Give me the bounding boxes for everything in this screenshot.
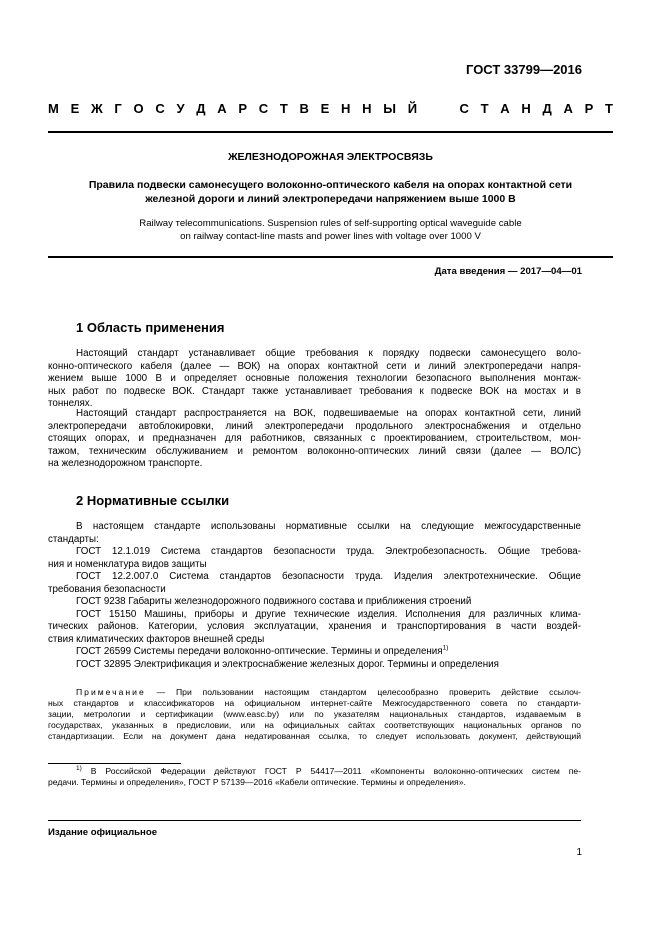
heading-letter: Т bbox=[480, 101, 489, 116]
footnote-mark: 1) bbox=[442, 644, 449, 652]
heading-letter: О bbox=[133, 101, 144, 116]
reference-item bbox=[48, 659, 581, 672]
heading-letter: Н bbox=[341, 101, 351, 116]
text-line: тических районов. Категории, условия эксплуатации, хранения и транспортирования в части воздей- bbox=[48, 621, 581, 632]
text-line: ГОСТ 9238 Габариты железнодорожного подвижного состава и приближения строений bbox=[76, 596, 472, 607]
footnote-mark: 1) bbox=[76, 765, 82, 773]
subtitle-line: Правила подвески самонесущего волоконно-оптического кабеля на опорах контактной сети bbox=[88, 179, 573, 191]
heading-letter: Р bbox=[238, 101, 248, 116]
text-line: Настоящий стандарт распространяется на ВОК, подвешиваемые на опорах контактной сети, линий bbox=[76, 408, 581, 419]
heading-letter: А bbox=[500, 101, 510, 116]
document-subtitle bbox=[60, 178, 601, 206]
note-line: стандартизации. Если на документ дана недатированная ссылка, то следует использовать документ, действующий bbox=[48, 731, 581, 741]
note-text: При пользовании настоящим стандартом целесообразно проверить действие ссылоч- bbox=[175, 687, 581, 697]
section-heading-scope: 1 Область применения bbox=[76, 320, 225, 335]
english-title bbox=[60, 218, 601, 243]
note-dash: — bbox=[145, 687, 176, 697]
title-rule bbox=[48, 256, 613, 258]
heading-letter: С bbox=[155, 101, 165, 116]
header-rule bbox=[48, 131, 613, 133]
reference-item bbox=[48, 571, 581, 596]
document-title: ЖЕЛЕЗНОДОРОЖНАЯ ЭЛЕКТРОСВЯЗЬ bbox=[228, 151, 433, 163]
text-line: тоннелях. bbox=[48, 398, 93, 406]
footnote-text: В Российской Федерации действуют ГОСТ Р 54417—2011 «Компоненты волоконно-оптических систем пе- bbox=[81, 766, 581, 776]
page-number: 1 bbox=[576, 847, 582, 858]
introduction-date: Дата введения — 2017—04—01 bbox=[434, 266, 582, 277]
note-block bbox=[48, 687, 581, 742]
text-line: на железнодорожном транспорте. bbox=[48, 458, 203, 469]
note-line: ных стандартов и классификаторов на официальном интернет-сайте Межгосударственного совета по стандарти- bbox=[48, 698, 581, 708]
text-line: ния и номенклатура видов защиты bbox=[48, 558, 207, 570]
reference-item bbox=[48, 596, 581, 609]
heading-letter bbox=[429, 101, 433, 116]
heading-letter: С bbox=[258, 101, 269, 116]
scope-paragraph-1 bbox=[48, 348, 581, 406]
note-line: государствах, указанных в предисловии, или на официальных сайтах соответствующих национальных органов по bbox=[48, 720, 581, 730]
footnote-line: редачи. Термины и определения», ГОСТ Р 57139—2016 «Кабели оптические. Термины и определения». bbox=[48, 777, 466, 787]
note-line: зации, метрологии и сертификации (www.easc.by) или по указателям национальных стандартов, издаваемым в bbox=[48, 709, 581, 719]
heading-letter bbox=[444, 101, 448, 116]
heading-letter: Т bbox=[604, 101, 613, 116]
scope-paragraph-2 bbox=[48, 408, 581, 471]
text-line bbox=[48, 646, 581, 659]
heading-letter: Г bbox=[114, 101, 122, 116]
text-line: стоящих опорах, и предназначен для работников, связанных с проектированием, строительством, мон- bbox=[48, 433, 581, 444]
reference-item bbox=[48, 646, 581, 659]
gost-code: ГОСТ 33799—2016 bbox=[466, 62, 582, 77]
heading-letter: А bbox=[217, 101, 227, 116]
edition-label: Издание официальное bbox=[48, 827, 158, 838]
heading-letter: А bbox=[563, 101, 573, 116]
note-line bbox=[48, 687, 581, 698]
heading-letter: Н bbox=[362, 101, 372, 116]
edition-rule bbox=[48, 820, 581, 821]
footnote-separator bbox=[48, 763, 181, 764]
heading-letter: Ж bbox=[90, 101, 103, 116]
note-label: Примечание bbox=[76, 687, 146, 697]
text-line: ГОСТ 32895 Электрификация и электроснабжение железных дорог. Термины и определения bbox=[76, 658, 499, 670]
footnote bbox=[48, 766, 581, 788]
footnote-line bbox=[48, 766, 581, 777]
references-intro bbox=[48, 521, 581, 546]
subtitle-line: железной дороги и линий электропередачи напряжением выше 1000 В bbox=[145, 193, 516, 205]
text-line: ГОСТ 15150 Машины, приборы и другие технические изделия. Исполнения для различных клима- bbox=[76, 608, 581, 620]
reference-item bbox=[48, 609, 581, 647]
references-list bbox=[48, 546, 581, 671]
english-title-line: Railway теlecommunications. Suspension rules of self-supporting optical waveguide cable bbox=[139, 218, 522, 229]
heading-letter: Р bbox=[584, 101, 594, 116]
standard-type-heading bbox=[48, 101, 613, 116]
heading-letter: Е bbox=[320, 101, 330, 116]
text-line: тажом, техническим обслуживанием и ремонтом волоконно-оптических линий связи (далее — ВОЛС) bbox=[48, 445, 581, 457]
text-line: стандарты: bbox=[48, 533, 99, 545]
reference-item bbox=[48, 546, 581, 571]
heading-letter: Е bbox=[70, 101, 80, 116]
text-line: конно-оптического кабеля (далее — ВОК) на опорах контактной сети и линий электропередачи напря- bbox=[48, 360, 581, 372]
heading-letter: В bbox=[299, 101, 309, 116]
text-line: ных работ по подвеске ВОК. Стандарт также устанавливает требования к подвеске ВОК на мостах и в bbox=[48, 385, 581, 397]
text-line: ГОСТ 12.2.007.0 Система стандартов безопасности труда. Изделия электротехнические. Общие bbox=[76, 571, 581, 582]
heading-letter: Т bbox=[279, 101, 288, 116]
heading-letter: Й bbox=[407, 101, 418, 116]
heading-letter: С bbox=[459, 101, 469, 116]
text-line: требования безопасности bbox=[48, 583, 166, 595]
heading-letter: Д bbox=[542, 101, 552, 116]
heading-letter: М bbox=[48, 101, 59, 116]
text-line: ствия климатических факторов внешней среды bbox=[48, 633, 265, 645]
heading-letter: Ы bbox=[383, 101, 396, 116]
section-heading-references: 2 Нормативные ссылки bbox=[76, 493, 230, 508]
text-line: электропередачи автоблокировки, линий электропередачи продольного электроснабжения и отдельно bbox=[48, 420, 581, 432]
reference-text: ГОСТ 26599 Системы передачи волоконно-оптические. Термины и определения bbox=[76, 646, 443, 657]
heading-letter: Н bbox=[521, 101, 531, 116]
text-line: Настоящий стандарт устанавливает общие требования к порядку подвески самонесущего воло- bbox=[76, 348, 581, 359]
heading-letter: Д bbox=[196, 101, 206, 116]
text-line: жением выше 1000 В и определяет основные положения технологии безопасного выполнения монтаж- bbox=[48, 373, 581, 384]
text-line: ГОСТ 12.1.019 Система стандартов безопасности труда. Электробезопасность. Общие требова- bbox=[76, 546, 581, 557]
text-line: В настоящем стандарте использованы нормативные ссылки на следующие межгосударственные bbox=[76, 521, 581, 532]
heading-letter: У bbox=[176, 101, 185, 116]
english-title-line: on railway contact-line masts and power lines with voltage over 1000 V bbox=[180, 230, 481, 242]
